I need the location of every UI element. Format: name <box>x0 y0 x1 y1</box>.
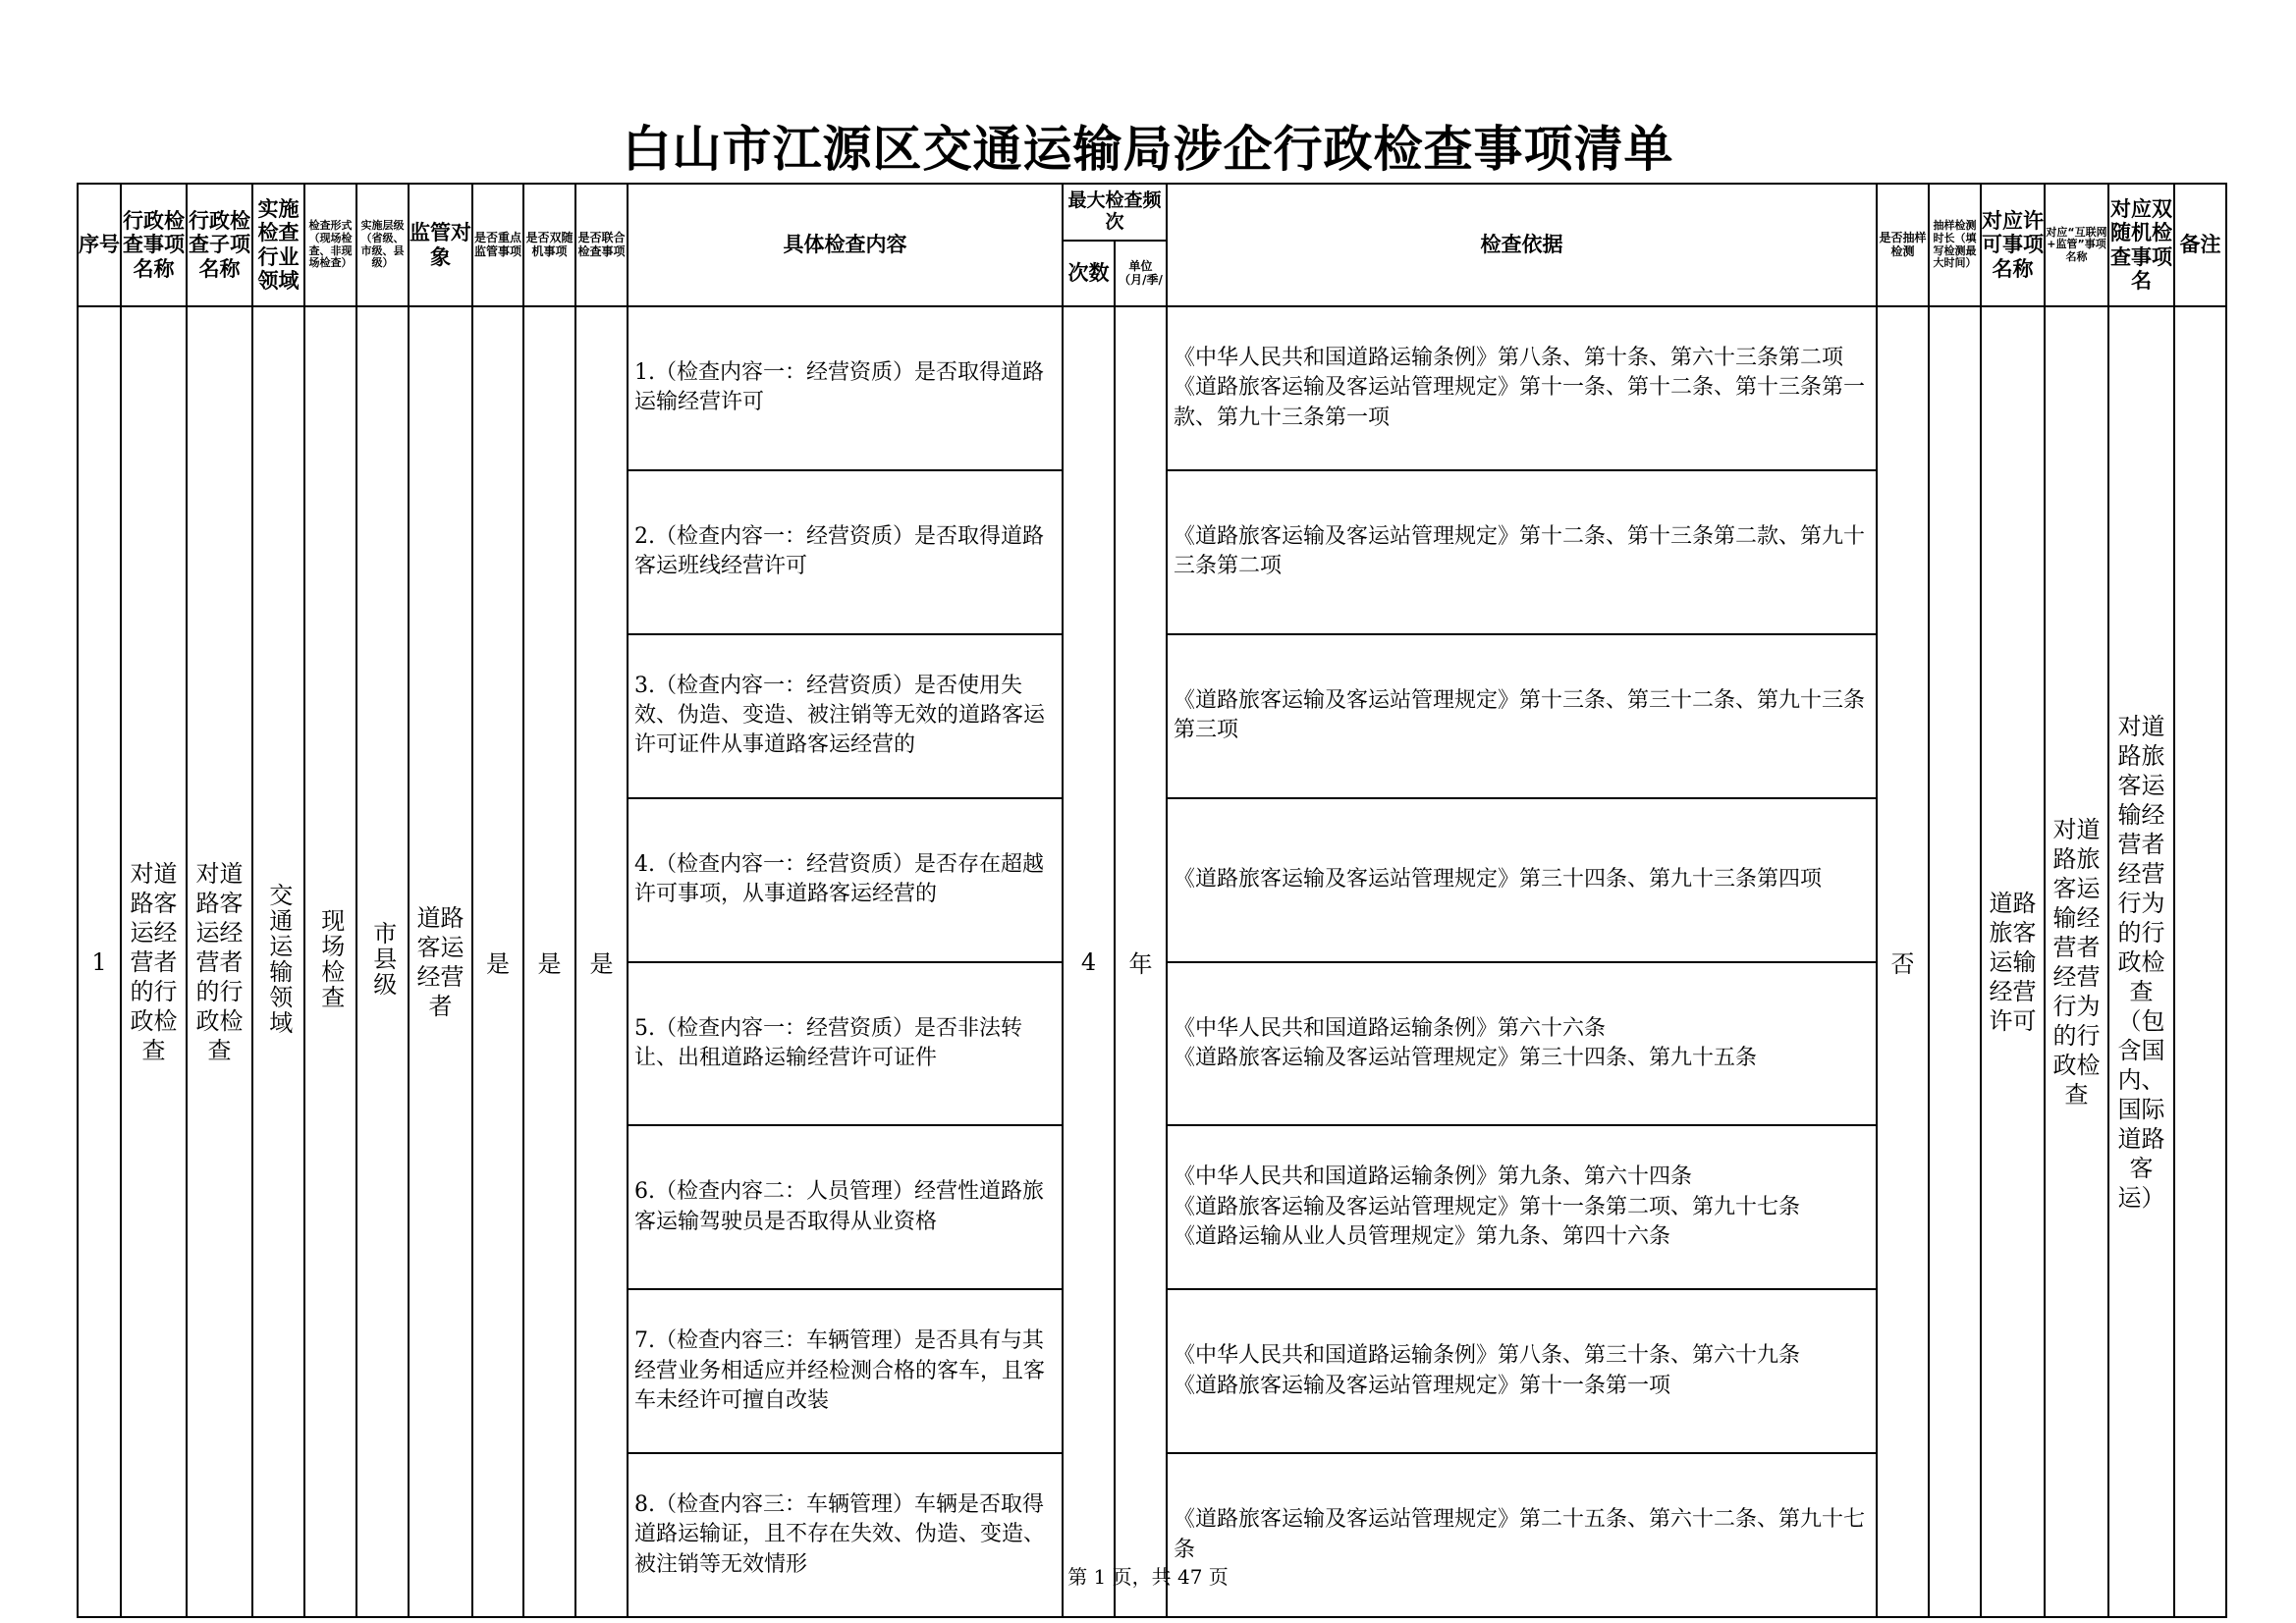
header-unit: 单位（月/季/ <box>1115 241 1167 306</box>
list-item: 4.（检查内容一：经营资质）是否存在超越许可事项，从事道路客运经营的 <box>629 799 1062 963</box>
header-subitem-name: 行政检查子项名称 <box>187 184 252 306</box>
cell-basis <box>1167 306 1877 1617</box>
cell-random-item: 对道路旅客运输经营者经营行为的行政检查（包含国内、国际道路客运） <box>2108 306 2174 1617</box>
cell-remark <box>2174 306 2226 1617</box>
cell-joint: 是 <box>575 306 628 1617</box>
header-target: 监管对象 <box>409 184 472 306</box>
cell-double-random: 是 <box>523 306 575 1617</box>
header-sampling-time: 抽样检测时长（填写检测最大时间） <box>1929 184 1981 306</box>
list-item: 《中华人民共和国道路运输条例》第六十六条 《道路旅客运输及客运站管理规定》第三十四条、第九十五条 <box>1168 963 1876 1127</box>
list-item: 《中华人民共和国道路运输条例》第九条、第六十四条 《道路旅客运输及客运站管理规定》第十一条第二项、第九十七条 《道路运输从业人员管理规定》第九条、第四十六条 <box>1168 1126 1876 1290</box>
header-internet-supervision: 对应“互联网+监管”事项名称 <box>2045 184 2108 306</box>
cell-times: 4 <box>1063 306 1115 1617</box>
cell-form: 现场检查 <box>304 306 356 1617</box>
page-title: 白山市江源区交通运输局涉企行政检查事项清单 <box>622 121 1674 178</box>
header-seq: 序号 <box>78 184 121 306</box>
cell-item-name: 对道路客运经营者的行政检查 <box>121 306 187 1617</box>
header-item-name: 行政检查事项名称 <box>121 184 187 306</box>
header-basis: 检查依据 <box>1167 184 1877 306</box>
cell-industry: 交通运输领域 <box>252 306 304 1617</box>
basis-list <box>1168 307 1876 1616</box>
header-max-frequency: 最大检查频次 <box>1063 184 1167 241</box>
contents-list <box>629 307 1062 1616</box>
list-item: 5.（检查内容一：经营资质）是否非法转让、出租道路运输经营许可证件 <box>629 963 1062 1127</box>
cell-seq: 1 <box>78 306 121 1617</box>
header-double-random: 是否双随机事项 <box>523 184 575 306</box>
cell-internet-supervision: 对道路旅客运输经营者经营行为的行政检查 <box>2045 306 2108 1617</box>
table-row <box>78 306 2226 1617</box>
cell-level: 市县级 <box>356 306 409 1617</box>
list-item: 《道路旅客运输及客运站管理规定》第十二条、第十三条第二款、第九十三条第二项 <box>1168 471 1876 635</box>
list-item: 8.（检查内容三：车辆管理）车辆是否取得道路运输证，且不存在失效、伪造、变造、被注销等无效情形 <box>634 1492 1046 1577</box>
header-form: 检查形式（现场检查、非现场检查） <box>304 184 356 306</box>
list-item: 3.（检查内容一：经营资质）是否使用失效、伪造、变造、被注销等无效的道路客运许可证件从事道路客运经营的 <box>629 635 1062 799</box>
list-item: 《中华人民共和国道路运输条例》第八条、第十条、第六十三条第二项 《道路旅客运输及客运站管理规定》第十一条、第十二条、第十三条第一款、第九十三条第一项 <box>1168 307 1876 471</box>
list-item: 《道路旅客运输及客运站管理规定》第二十五条、第六十二条、第九十七条 <box>1174 1507 1866 1562</box>
list-item: 2.（检查内容一：经营资质）是否取得道路客运班线经营许可 <box>629 471 1062 635</box>
header-remark: 备注 <box>2174 184 2226 306</box>
header-license: 对应许可事项名称 <box>1981 184 2045 306</box>
header-level: 实施层级（省级、市级、县级） <box>356 184 409 306</box>
header-joint: 是否联合检查事项 <box>575 184 628 306</box>
cell-target: 道路客运经营者 <box>409 306 472 1617</box>
cell-contents <box>628 306 1063 1617</box>
header-sampling: 是否抽样检测 <box>1877 184 1929 306</box>
header-content: 具体检查内容 <box>628 184 1063 306</box>
header-random-item: 对应双随机检查事项名 <box>2108 184 2174 306</box>
cell-subitem-name: 对道路客运经营者的行政检查 <box>187 306 252 1617</box>
list-item: 《中华人民共和国道路运输条例》第八条、第三十条、第六十九条 《道路旅客运输及客运站管理规定》第十一条第一项 <box>1168 1290 1876 1454</box>
list-item: 6.（检查内容二：人员管理）经营性道路旅客运输驾驶员是否取得从业资格 <box>629 1126 1062 1290</box>
list-item: 《道路旅客运输及客运站管理规定》第三十四条、第九十三条第四项 <box>1168 799 1876 963</box>
header-industry: 实施检查行业领域 <box>252 184 304 306</box>
cell-unit: 年 <box>1115 306 1167 1617</box>
inspection-table <box>77 183 2227 1618</box>
list-item: 1.（检查内容一：经营资质）是否取得道路运输经营许可 <box>629 307 1062 471</box>
list-item: 7.（检查内容三：车辆管理）是否具有与其经营业务相适应并经检测合格的客车，且客车未经许可擅自改装 <box>629 1290 1062 1454</box>
header-key-supervision: 是否重点监管事项 <box>472 184 523 306</box>
cell-sampling-time <box>1929 306 1981 1617</box>
list-item: 《道路旅客运输及客运站管理规定》第十三条、第三十二条、第九十三条第三项 <box>1168 635 1876 799</box>
cell-sampling: 否 <box>1877 306 1929 1617</box>
cell-key-supervision: 是 <box>472 306 523 1617</box>
page-number: 第 1 页，共 47 页 <box>1067 1565 1229 1589</box>
header-times: 次数 <box>1063 241 1115 306</box>
cell-license: 道路旅客运输经营许可 <box>1981 306 2045 1617</box>
